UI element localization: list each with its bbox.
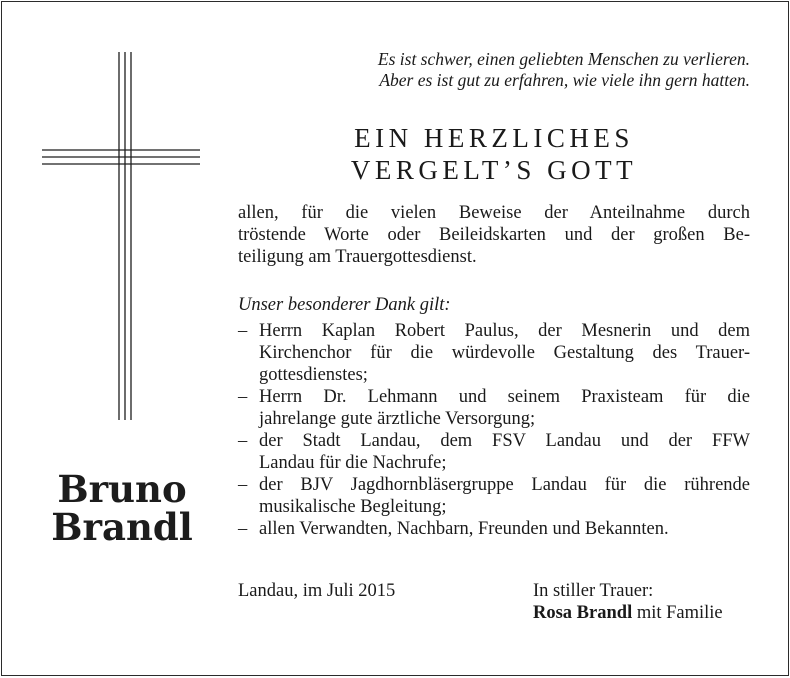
list-item-line: der BJV Jagdhornbläsergruppe Landau für die rührende <box>259 475 750 495</box>
opening-quote <box>378 49 750 91</box>
obituary-card <box>1 1 789 676</box>
dash-marker: – <box>238 475 248 495</box>
deceased-name <box>42 467 202 549</box>
quote-line-1: Es ist schwer, einen geliebten Menschen zu verlieren. <box>377 49 750 69</box>
headline <box>238 122 750 186</box>
mourner-suffix: mit Familie <box>632 603 723 623</box>
list-item <box>238 386 750 430</box>
thanks-heading: Unser besonderer Dank gilt: <box>238 295 451 315</box>
list-item-line: der Stadt Landau, dem FSV Landau und der FFW <box>259 431 750 451</box>
dash-marker: – <box>238 431 248 451</box>
place-date: Landau, im Juli 2015 <box>238 581 396 601</box>
intro-line: allen, für die vielen Beweise der Anteilnahme durch <box>238 203 750 223</box>
deceased-first-name: Bruno <box>57 467 187 511</box>
dash-marker: – <box>238 387 248 407</box>
list-item-line: musikalische Begleitung; <box>259 497 447 517</box>
intro-line: teiligung am Trauergottesdienst. <box>238 247 477 267</box>
dash-marker: – <box>238 321 248 341</box>
list-item-line: Herrn Dr. Lehmann und seinem Praxisteam für die <box>259 387 750 407</box>
mourner-name: Rosa Brandl <box>533 603 633 623</box>
list-item-line: jahrelange gute ärztliche Versorgung; <box>259 409 536 429</box>
headline-line-2: VERGELT’S GOTT <box>350 155 638 185</box>
list-item <box>238 474 750 518</box>
mourner-line <box>533 602 723 624</box>
mourning-label: In stiller Trauer: <box>533 581 654 601</box>
list-item-line: gottesdienstes; <box>259 365 368 385</box>
intro-line: tröstende Worte oder Beileidskarten und der großen Be- <box>238 225 750 245</box>
dash-marker: – <box>238 519 248 539</box>
list-item <box>238 518 750 540</box>
list-item-line: allen Verwandten, Nachbarn, Freunden und Bekannten. <box>259 519 669 539</box>
signature-block <box>533 580 723 624</box>
cross-icon <box>2 2 232 442</box>
intro-paragraph <box>238 202 750 268</box>
headline-line-1: EIN HERZLICHES <box>354 123 634 153</box>
list-item-line: Herrn Kaplan Robert Paulus, der Mesnerin und dem <box>259 321 750 341</box>
deceased-last-name: Brandl <box>51 505 193 549</box>
list-item <box>238 430 750 474</box>
list-item <box>238 320 750 386</box>
list-item-line: Landau für die Nachrufe; <box>259 453 447 473</box>
quote-line-2: Aber es ist gut zu erfahren, wie viele ihn gern hatten. <box>379 70 750 90</box>
thanks-list <box>238 320 750 540</box>
list-item-line: Kirchenchor für die würdevolle Gestaltung des Trauer- <box>259 343 750 363</box>
